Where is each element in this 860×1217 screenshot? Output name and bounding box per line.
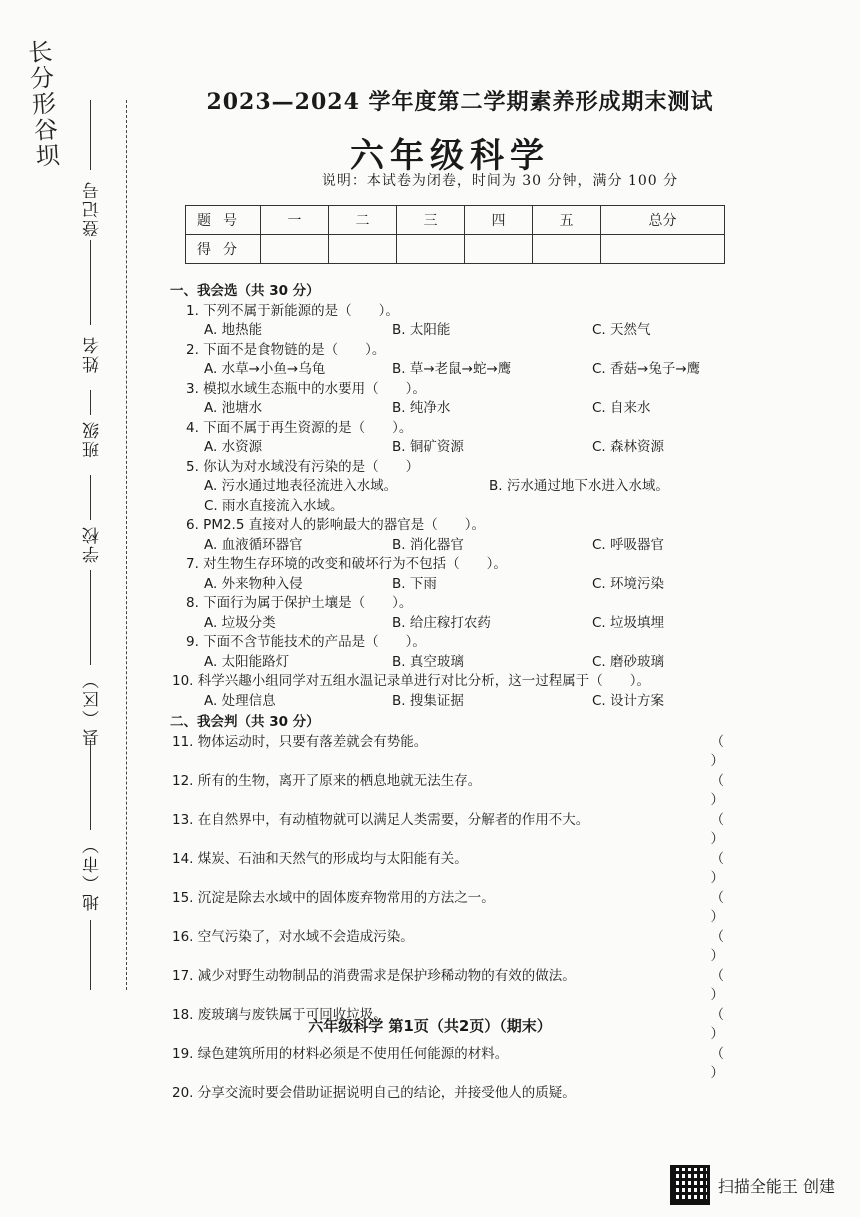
option-a[interactable]: A. 水草→小鱼→乌龟 xyxy=(204,361,326,377)
tf-item-12 xyxy=(170,772,730,811)
class-label: 班级 xyxy=(83,420,103,458)
register-number-label: 登记号 xyxy=(83,180,103,237)
exam-title: 2023—2024 学年度第二学期素养形成期末测试 xyxy=(206,89,714,115)
question-stem: 8. 下面行为属于保护土壤是（ ）。 xyxy=(186,595,413,611)
tf-item-15 xyxy=(170,889,730,928)
class-underline xyxy=(90,390,92,415)
question-3 xyxy=(170,380,730,419)
option-b[interactable]: B. 太阳能 xyxy=(392,322,451,338)
option-b[interactable]: B. 真空玻璃 xyxy=(392,653,464,670)
option-c[interactable]: C. 呼吸器官 xyxy=(592,536,665,553)
option-a[interactable]: A. 处理信息 xyxy=(204,692,276,709)
option-b[interactable]: B. 铜矿资源 xyxy=(392,439,464,455)
exam-content xyxy=(170,280,730,1103)
score-cell[interactable] xyxy=(261,235,329,264)
answer-paren[interactable]: （ ） xyxy=(710,811,730,847)
tf-statement: 11. 物体运动时，只要有落差就会有势能。 xyxy=(172,733,428,750)
answer-paren[interactable]: （ ） xyxy=(710,850,730,886)
options xyxy=(170,575,730,595)
option-a[interactable]: A. 污水通过地表径流进入水域。 xyxy=(204,478,398,494)
option-a[interactable]: A. 垃圾分类 xyxy=(204,614,276,631)
question-10 xyxy=(170,672,730,711)
question-stem: 2. 下面不是食物链的是（ ）。 xyxy=(186,341,386,358)
option-a[interactable]: A. 太阳能路灯 xyxy=(204,653,290,670)
question-stem: 6. PM2.5 直接对人的影响最大的器官是（ ）。 xyxy=(186,517,485,533)
option-a[interactable]: A. 外来物种入侵 xyxy=(204,575,303,592)
watermark-text: 扫描全能王 创建 xyxy=(717,1176,835,1196)
score-col-2: 二 xyxy=(329,206,397,235)
section-2-title: 二、我会判（共 30 分） xyxy=(170,714,320,730)
question-stem: 3. 模拟水域生态瓶中的水要用（ ）。 xyxy=(186,380,426,397)
option-c[interactable]: C. 环境污染 xyxy=(592,575,665,592)
answer-paren[interactable]: （ ） xyxy=(710,967,730,1003)
score-cell[interactable] xyxy=(465,235,533,264)
option-a[interactable]: A. 池塘水 xyxy=(204,400,263,416)
score-cell[interactable] xyxy=(397,235,465,264)
score-col-total: 总分 xyxy=(601,206,725,235)
tf-item-14 xyxy=(170,850,730,889)
option-b[interactable]: B. 搜集证据 xyxy=(392,692,464,709)
answer-paren[interactable]: （ ） xyxy=(710,733,730,769)
question-stem: 9. 下面不含节能技术的产品是（ ）。 xyxy=(186,634,426,650)
answer-paren[interactable]: （ ） xyxy=(710,772,730,808)
question-1 xyxy=(170,302,730,341)
answer-paren[interactable]: （ ） xyxy=(710,1006,730,1042)
options xyxy=(170,692,730,712)
score-table-row2-label: 得分 xyxy=(186,235,261,264)
binding-margin xyxy=(70,100,140,1000)
name-label: 姓名 xyxy=(83,335,103,373)
question-stem: 10. 科学兴趣小组同学对五组水温记录单进行对比分析，这一过程属于（ ）。 xyxy=(172,673,651,689)
options xyxy=(170,653,730,673)
school-label: 学校 xyxy=(83,525,103,563)
name-underline xyxy=(90,240,92,325)
county-label: 县（区） xyxy=(83,670,103,746)
option-b[interactable]: B. 消化器官 xyxy=(392,536,464,553)
question-stem: 5. 你认为对水域没有污染的是（ ） xyxy=(186,458,420,475)
qr-code-icon xyxy=(670,1165,710,1205)
options xyxy=(170,536,730,556)
score-col-4: 四 xyxy=(465,206,533,235)
option-c[interactable]: C. 磨砂玻璃 xyxy=(592,653,665,670)
option-a[interactable]: A. 血液循环器官 xyxy=(204,536,303,553)
section-1-title: 一、我会选（共 30 分） xyxy=(170,283,320,299)
option-c[interactable]: C. 垃圾填埋 xyxy=(592,614,665,631)
score-table xyxy=(185,205,725,264)
option-c[interactable]: C. 自来水 xyxy=(592,400,651,416)
tf-statement: 12. 所有的生物，离开了原来的栖息地就无法生存。 xyxy=(172,772,482,789)
answer-paren[interactable]: （ ） xyxy=(710,1045,730,1081)
option-c[interactable]: C. 香菇→兔子→鹰 xyxy=(592,361,701,377)
tf-item-13 xyxy=(170,811,730,850)
exam-subject: 六年级科学 xyxy=(350,136,550,176)
options xyxy=(170,438,730,458)
scanner-watermark xyxy=(670,1165,835,1205)
page-footer: 六年级科学 第1页（共2页）（期末） xyxy=(308,1017,552,1035)
score-col-5: 五 xyxy=(533,206,601,235)
score-table-row1-label: 题号 xyxy=(186,206,261,235)
city-label: 地（市） xyxy=(83,835,103,911)
option-c[interactable]: C. 天然气 xyxy=(592,322,651,338)
options xyxy=(170,399,730,419)
options xyxy=(170,614,730,634)
dashed-fold-line xyxy=(126,100,128,990)
score-col-1: 一 xyxy=(261,206,329,235)
question-5 xyxy=(170,458,730,517)
score-cell[interactable] xyxy=(329,235,397,264)
tf-statement: 13. 在自然界中，有动植物就可以满足人类需要，分解者的作用不大。 xyxy=(172,811,590,828)
school-underline xyxy=(90,475,92,520)
score-cell[interactable] xyxy=(533,235,601,264)
tf-statement: 19. 绿色建筑所用的材料必须是不使用任何能源的材料。 xyxy=(172,1045,509,1062)
option-b[interactable]: B. 给庄稼打农药 xyxy=(392,614,491,631)
tf-item-16 xyxy=(170,928,730,967)
tf-item-19 xyxy=(170,1045,730,1084)
register-underline xyxy=(90,100,92,170)
option-b[interactable]: B. 污水通过地下水进入水域。 xyxy=(489,478,669,494)
answer-paren[interactable]: （ ） xyxy=(710,889,730,925)
tf-statement: 18. 废玻璃与废铁属于可回收垃圾。 xyxy=(172,1006,387,1023)
option-a[interactable]: A. 水资源 xyxy=(204,439,263,455)
option-c[interactable]: C. 雨水直接流入水域。 xyxy=(204,497,344,514)
tf-item-11 xyxy=(170,733,730,772)
question-stem: 4. 下面不属于再生资源的是（ ）。 xyxy=(186,419,413,436)
tf-statement: 14. 煤炭、石油和天然气的形成均与太阳能有关。 xyxy=(172,850,468,867)
bottom-underline xyxy=(90,920,92,990)
option-a[interactable]: A. 地热能 xyxy=(204,322,263,338)
question-stem: 7. 对生物生存环境的改变和破坏行为不包括（ ）。 xyxy=(186,556,507,572)
question-2 xyxy=(170,341,730,380)
tf-item-20 xyxy=(170,1084,730,1104)
tf-statement: 16. 空气污染了，对水域不会造成污染。 xyxy=(172,928,414,945)
question-7 xyxy=(170,555,730,594)
question-8 xyxy=(170,594,730,633)
exam-instructions: 说明：本试卷为闭卷，时间为 30 分钟，满分 100 分 xyxy=(321,173,679,189)
tf-statement: 20. 分享交流时要会借助证据说明自己的结论，并接受他人的质疑。 xyxy=(172,1084,576,1101)
options xyxy=(170,360,730,380)
score-col-3: 三 xyxy=(397,206,465,235)
score-cell[interactable] xyxy=(601,235,725,264)
tf-statement: 15. 沉淀是除去水域中的固体废弃物常用的方法之一。 xyxy=(172,889,495,906)
option-c[interactable]: C. 设计方案 xyxy=(592,692,665,709)
options xyxy=(170,477,730,497)
county-underline xyxy=(90,570,92,665)
question-9 xyxy=(170,633,730,672)
option-b[interactable]: B. 下雨 xyxy=(392,575,437,592)
option-c[interactable]: C. 森林资源 xyxy=(592,439,665,455)
city-underline xyxy=(90,740,92,830)
option-b[interactable]: B. 草→老鼠→蛇→鹰 xyxy=(392,361,512,377)
tf-statement: 17. 减少对野生动物制品的消费需求是保护珍稀动物的有效的做法。 xyxy=(172,967,576,984)
tf-item-17 xyxy=(170,967,730,1006)
option-b[interactable]: B. 纯净水 xyxy=(392,400,451,416)
question-4 xyxy=(170,419,730,458)
handwritten-note: 长分形谷坝 xyxy=(23,38,61,171)
answer-paren[interactable]: （ ） xyxy=(710,928,730,964)
question-6 xyxy=(170,516,730,555)
options xyxy=(170,497,730,517)
answer-paren[interactable] xyxy=(706,1084,730,1104)
options xyxy=(170,321,730,341)
question-stem: 1. 下列不属于新能源的是（ ）。 xyxy=(186,302,399,319)
